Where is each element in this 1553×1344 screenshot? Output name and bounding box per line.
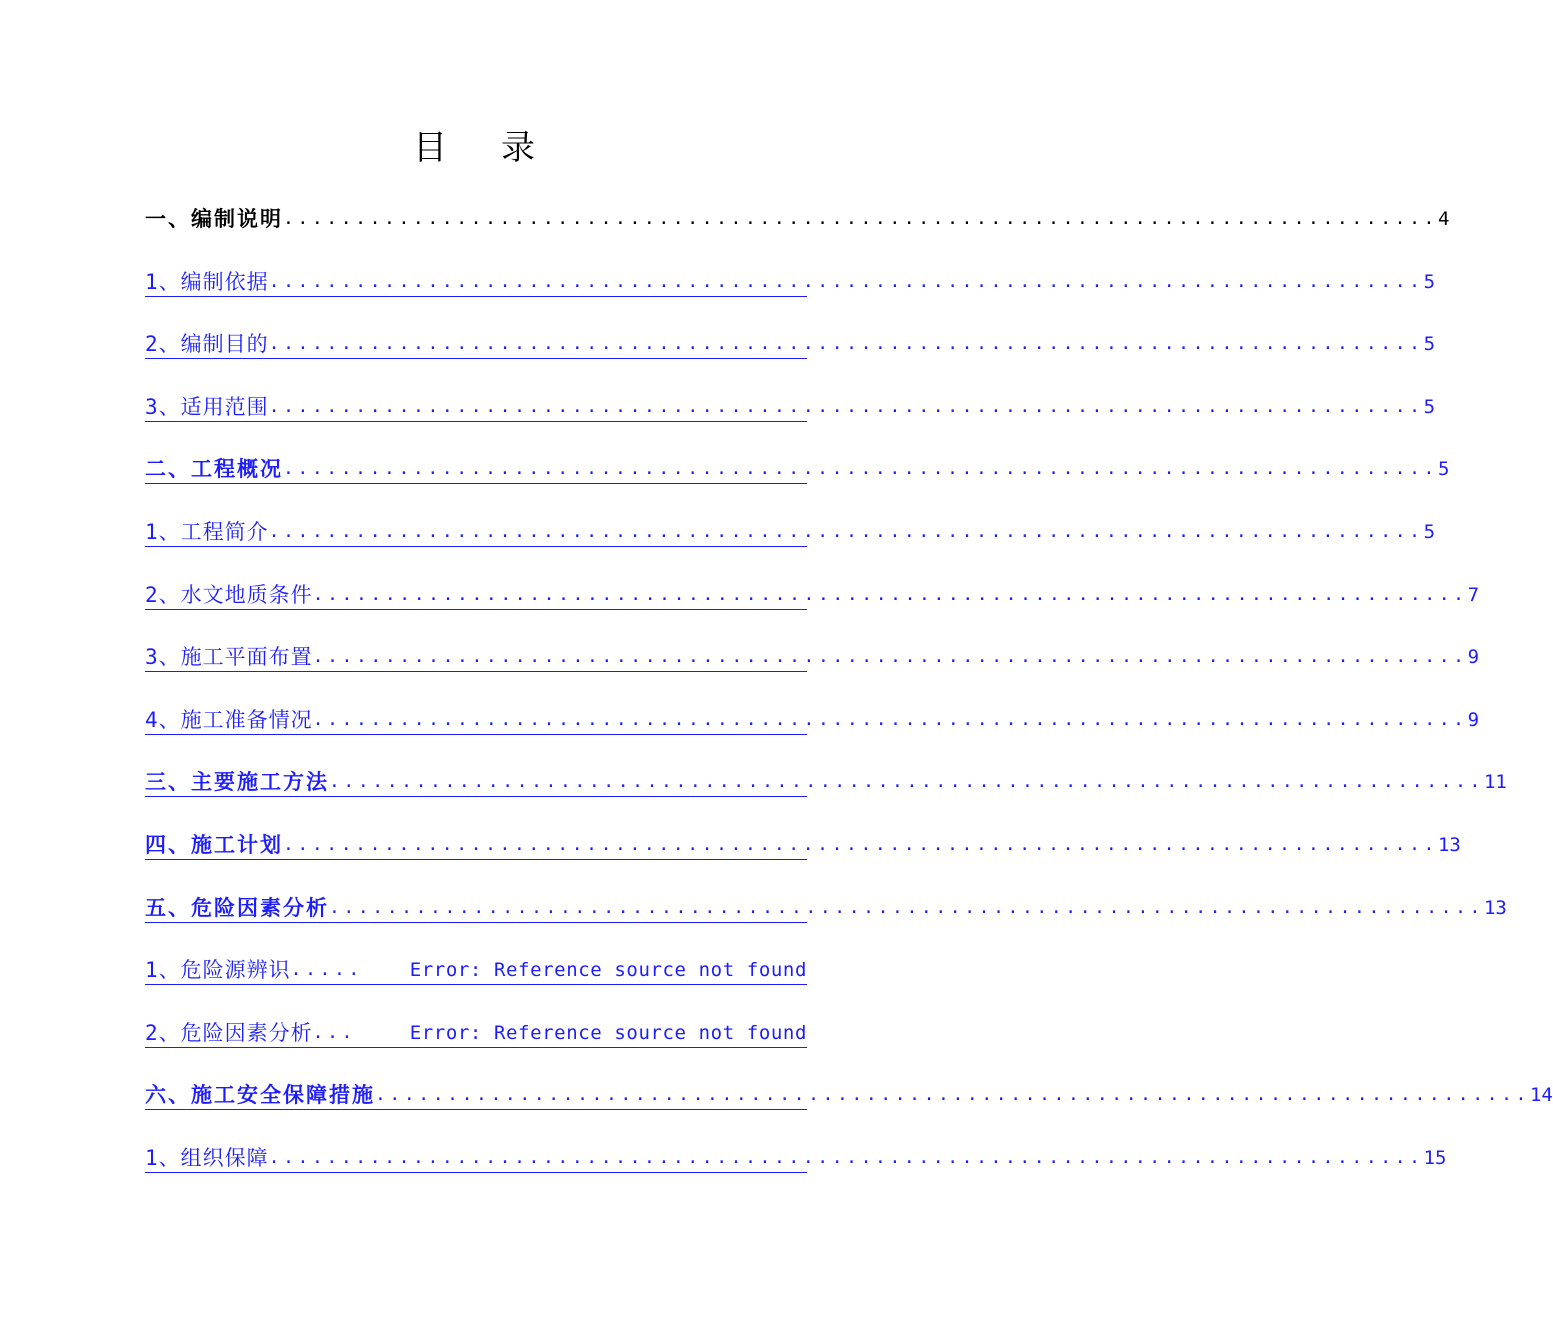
toc-entry[interactable] [145,201,1450,233]
toc-entry-text: 主要施工方法 [191,770,329,795]
toc-entry-number: 2、 [145,1020,181,1045]
toc-page-number: 5 [1423,521,1436,543]
toc-entry-number: 1、 [145,520,181,544]
toc-entry-text: 编制依据 [180,269,269,294]
toc-entry-text: 危险因素分析 [191,895,329,920]
toc-entry-number: 1、 [145,269,181,294]
toc-entry-label [145,330,269,358]
toc-entry-text: 水文地质条件 [180,582,313,607]
toc-leader-dots: ................................................................................ [268,395,1424,417]
page-title-char-1: 目 [413,128,449,168]
toc-entry-label [145,205,283,233]
toc-entry-number: 1、 [145,1146,181,1170]
toc-entry-text: 编制说明 [191,207,283,231]
toc-entry-number: 三、 [145,770,191,795]
toc-entry-text: 施工安全保障措施 [191,1083,375,1108]
toc-page-number: 5 [1423,270,1436,293]
toc-page-number: 11 [1483,771,1507,794]
toc-entry-label [145,831,283,859]
toc-page-number: 15 [1423,1147,1447,1169]
toc-entry-number: 3、 [145,645,181,670]
toc-entry-text: 施工准备情况 [180,707,313,732]
toc-entry[interactable] [145,514,1436,547]
toc-entry-number: 3、 [145,394,181,419]
toc-leader-dots: ................................................................................ [312,708,1468,730]
toc-entry-text: 组织保障 [180,1146,269,1170]
toc-leader-dots: ................................................................................ [312,646,1468,668]
toc-entry[interactable] [145,1077,1553,1110]
toc-entry-label [145,768,329,796]
toc-reference-error: Error: Reference source not found [409,1021,807,1044]
toc-leader-dots: ................................................................................ [268,270,1424,292]
toc-entry-label [145,581,313,609]
toc-entry-number: 六、 [145,1083,191,1108]
toc-entry-number: 二、 [145,457,191,482]
toc-leader-dots: ................................................................................ [283,458,1438,480]
toc-entry[interactable] [145,451,1450,484]
toc-leader-dots: ... [312,1021,356,1043]
toc-entry[interactable] [145,264,1436,297]
toc-entry[interactable] [145,890,1507,923]
toc-entry[interactable] [145,702,1480,735]
toc-entry-number: 一、 [145,207,191,231]
toc-leader-dots: ................................................................................ [268,521,1424,542]
toc-entry[interactable] [145,952,807,985]
toc-leader-dots: ................................................................................ [375,1084,1530,1106]
page-title [0,124,950,172]
toc-page-number: 5 [1437,458,1450,481]
toc-entry[interactable] [145,1015,807,1048]
toc-entry[interactable] [145,827,1461,860]
toc-entry-label [145,518,269,546]
toc-entry-number: 1、 [145,958,181,983]
toc-entry-label [145,1081,375,1109]
toc-page-number: 9 [1467,708,1480,731]
toc-entry-text: 危险因素分析 [180,1020,313,1045]
toc-entry-number: 4、 [145,707,181,732]
toc-entry-text: 施工平面布置 [180,645,313,670]
toc-entry-label [145,1144,269,1172]
page-title-char-2: 录 [501,128,537,168]
toc-entry-label [145,643,313,671]
toc-leader-dots: ................................................................................ [329,771,1484,793]
toc-entry-text: 危险源辨识 [180,958,291,983]
toc-page-number: 4 [1437,208,1450,230]
toc-entry-label [145,706,313,734]
toc-page-number: 9 [1467,646,1480,669]
toc-entry[interactable] [145,577,1480,610]
toc-leader-dots: ................................................................................ [268,1147,1424,1168]
toc-entry-label [145,1019,313,1047]
toc-entry-text: 适用范围 [180,394,269,419]
toc-reference-error: Error: Reference source not found [409,959,807,982]
toc-page-number: 5 [1423,333,1436,356]
toc-entry[interactable] [145,326,1436,359]
toc-entry[interactable] [145,389,1436,422]
toc-entry-number: 五、 [145,895,191,920]
toc-entry-label [145,455,283,483]
toc-leader-dots: ................................................................................ [283,834,1438,855]
toc-leader-dots: ................................................................................ [268,333,1424,355]
toc-entry-number: 2、 [145,332,181,357]
toc-entry-label [145,393,269,421]
toc-entry-text: 编制目的 [180,332,269,357]
toc-entry-number: 四、 [145,833,191,857]
toc-leader-dots: ................................................................................ [283,208,1438,229]
toc-entry-text: 工程简介 [180,520,269,544]
toc-leader-dots: ..... [290,959,363,981]
toc-entry[interactable] [145,639,1480,672]
toc-entry-label [145,956,291,984]
toc-entry-number: 2、 [145,582,181,607]
toc-page-number: 5 [1423,395,1436,418]
toc-leader-dots: ................................................................................ [312,583,1468,605]
toc-entry-text: 施工计划 [191,833,283,857]
toc-page-number: 7 [1467,583,1480,606]
toc-entry-label [145,894,329,922]
toc-entry[interactable] [145,1140,1447,1173]
toc-entry-label [145,268,269,296]
toc-leader-dots: ................................................................................ [329,896,1484,918]
toc-page-number: 13 [1483,896,1507,919]
toc-entry-text: 工程概况 [191,457,283,482]
toc-entry[interactable] [145,764,1507,797]
toc-page-number: 13 [1437,834,1461,856]
toc-page-number: 14 [1529,1084,1553,1107]
